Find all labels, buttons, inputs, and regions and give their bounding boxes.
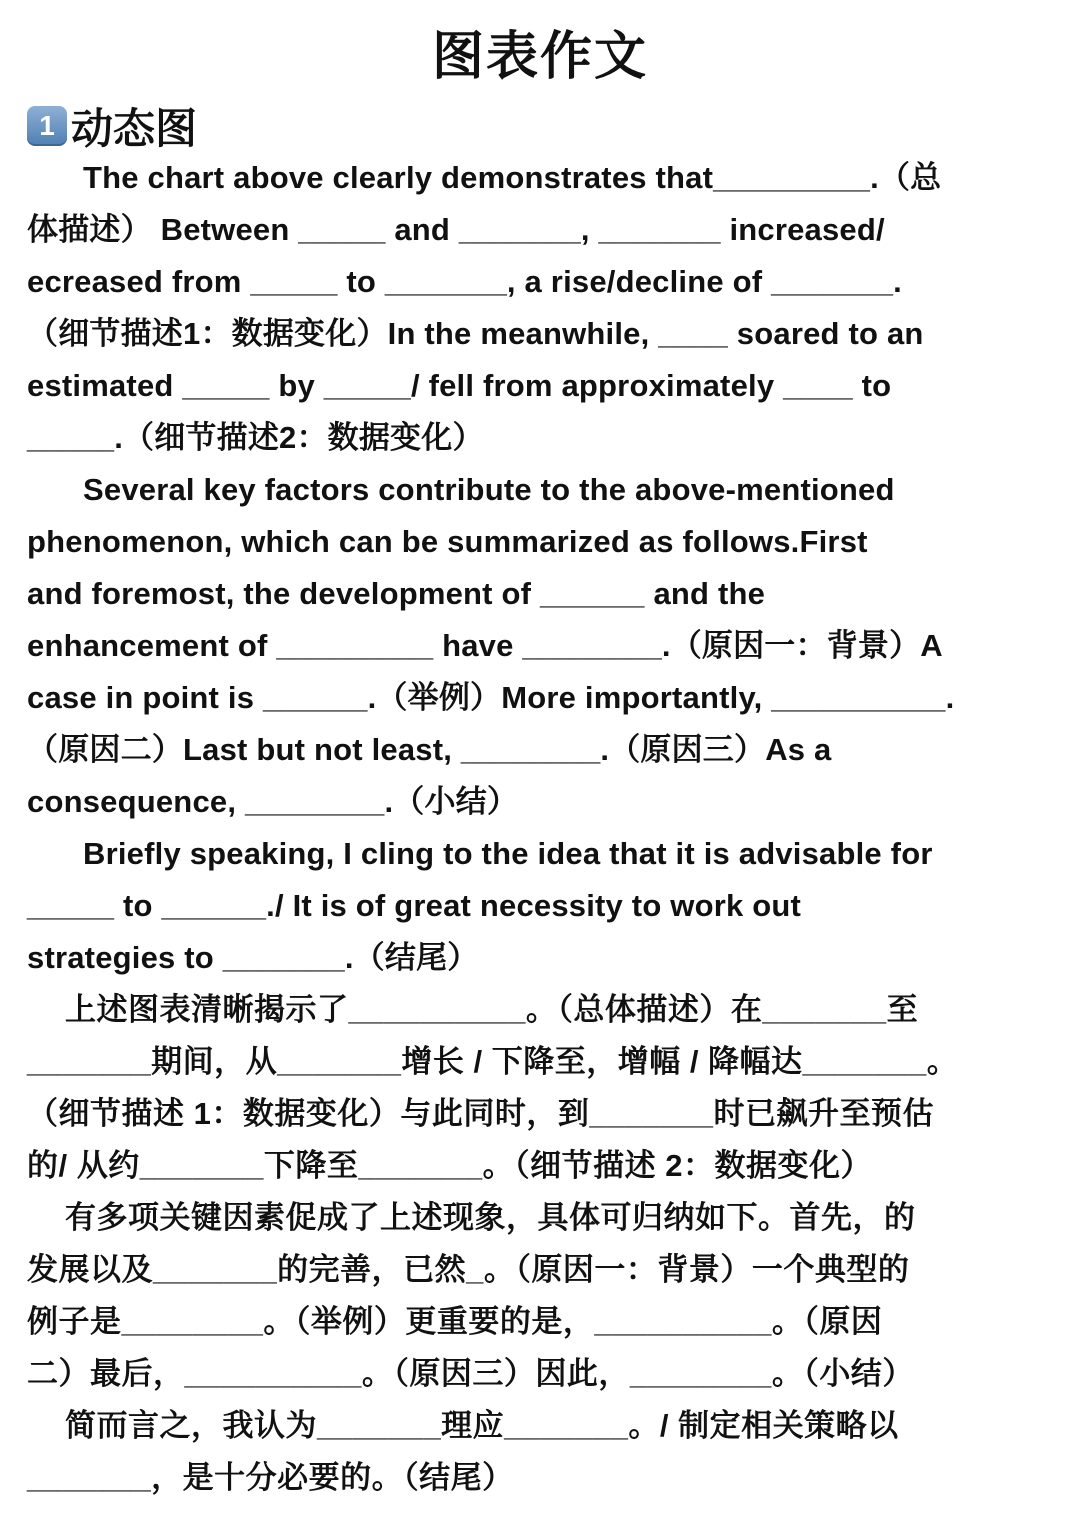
text-line: 发展以及_______的完善，已然_。（原因一：背景）一个典型的 <box>27 1252 910 1287</box>
essay-template <box>27 152 1057 1504</box>
keycap-number-icon: 1 <box>27 106 67 146</box>
text-line: strategies to _______.（结尾） <box>27 940 479 975</box>
text-line: and foremost, the development of ______ and the <box>27 576 766 611</box>
text-line: （原因二）Last but not least, ________.（原因三）As a <box>27 732 832 767</box>
text-line: 体描述） Between _____ and _______, _______ increased/ <box>27 212 885 247</box>
text-line: 例子是________。（举例）更重要的是，__________。（原因 <box>27 1304 883 1339</box>
text-line: _____ to ______./ It is of great necessity to work out <box>27 888 802 923</box>
text-line: 有多项关键因素促成了上述现象，具体可归纳如下。首先，的 <box>65 1200 916 1235</box>
text-line: Several key factors contribute to the above-mentioned <box>83 472 895 507</box>
section-label: 动态图 <box>71 105 198 152</box>
text-line: case in point is ______.（举例）More importantly, __________. <box>27 680 955 715</box>
text-line: 的/ 从约_______下降至_______。（细节描述 2：数据变化） <box>27 1148 872 1183</box>
page-title: 图表作文 <box>431 28 648 86</box>
text-line: _______，是十分必要的。（结尾） <box>27 1460 514 1495</box>
text-line: _______期间，从_______增长 / 下降至，增幅 / 降幅达_______。 <box>27 1044 959 1079</box>
text-line: Briefly speaking, I cling to the idea that it is advisable for <box>83 836 933 871</box>
text-line: estimated _____ by _____/ fell from approximately ____ to <box>27 368 892 403</box>
text-line: （细节描述 1：数据变化）与此同时，到_______时已飙升至预估 <box>27 1096 935 1131</box>
text-line: 上述图表清晰揭示了__________。（总体描述）在_______至 <box>65 992 919 1027</box>
text-line: phenomenon, which can be summarized as follows.First <box>27 524 868 559</box>
text-line: consequence, ________.（小结） <box>27 784 519 819</box>
text-line: 简而言之，我认为_______理应_______。/ 制定相关策略以 <box>65 1408 899 1443</box>
text-line: The chart above clearly demonstrates that_________.（总 <box>83 160 942 195</box>
text-line: enhancement of _________ have ________.（原因一：背景）A <box>27 628 943 663</box>
text-line: 二）最后，__________。（原因三）因此，________。（小结） <box>27 1356 914 1391</box>
text-line: _____.（细节描述2：数据变化） <box>27 420 484 455</box>
text-line: （细节描述1：数据变化）In the meanwhile, ____ soared to an <box>27 316 924 351</box>
section-heading <box>27 96 197 156</box>
text-line: ecreased from _____ to _______, a rise/decline of _______. <box>27 264 902 299</box>
